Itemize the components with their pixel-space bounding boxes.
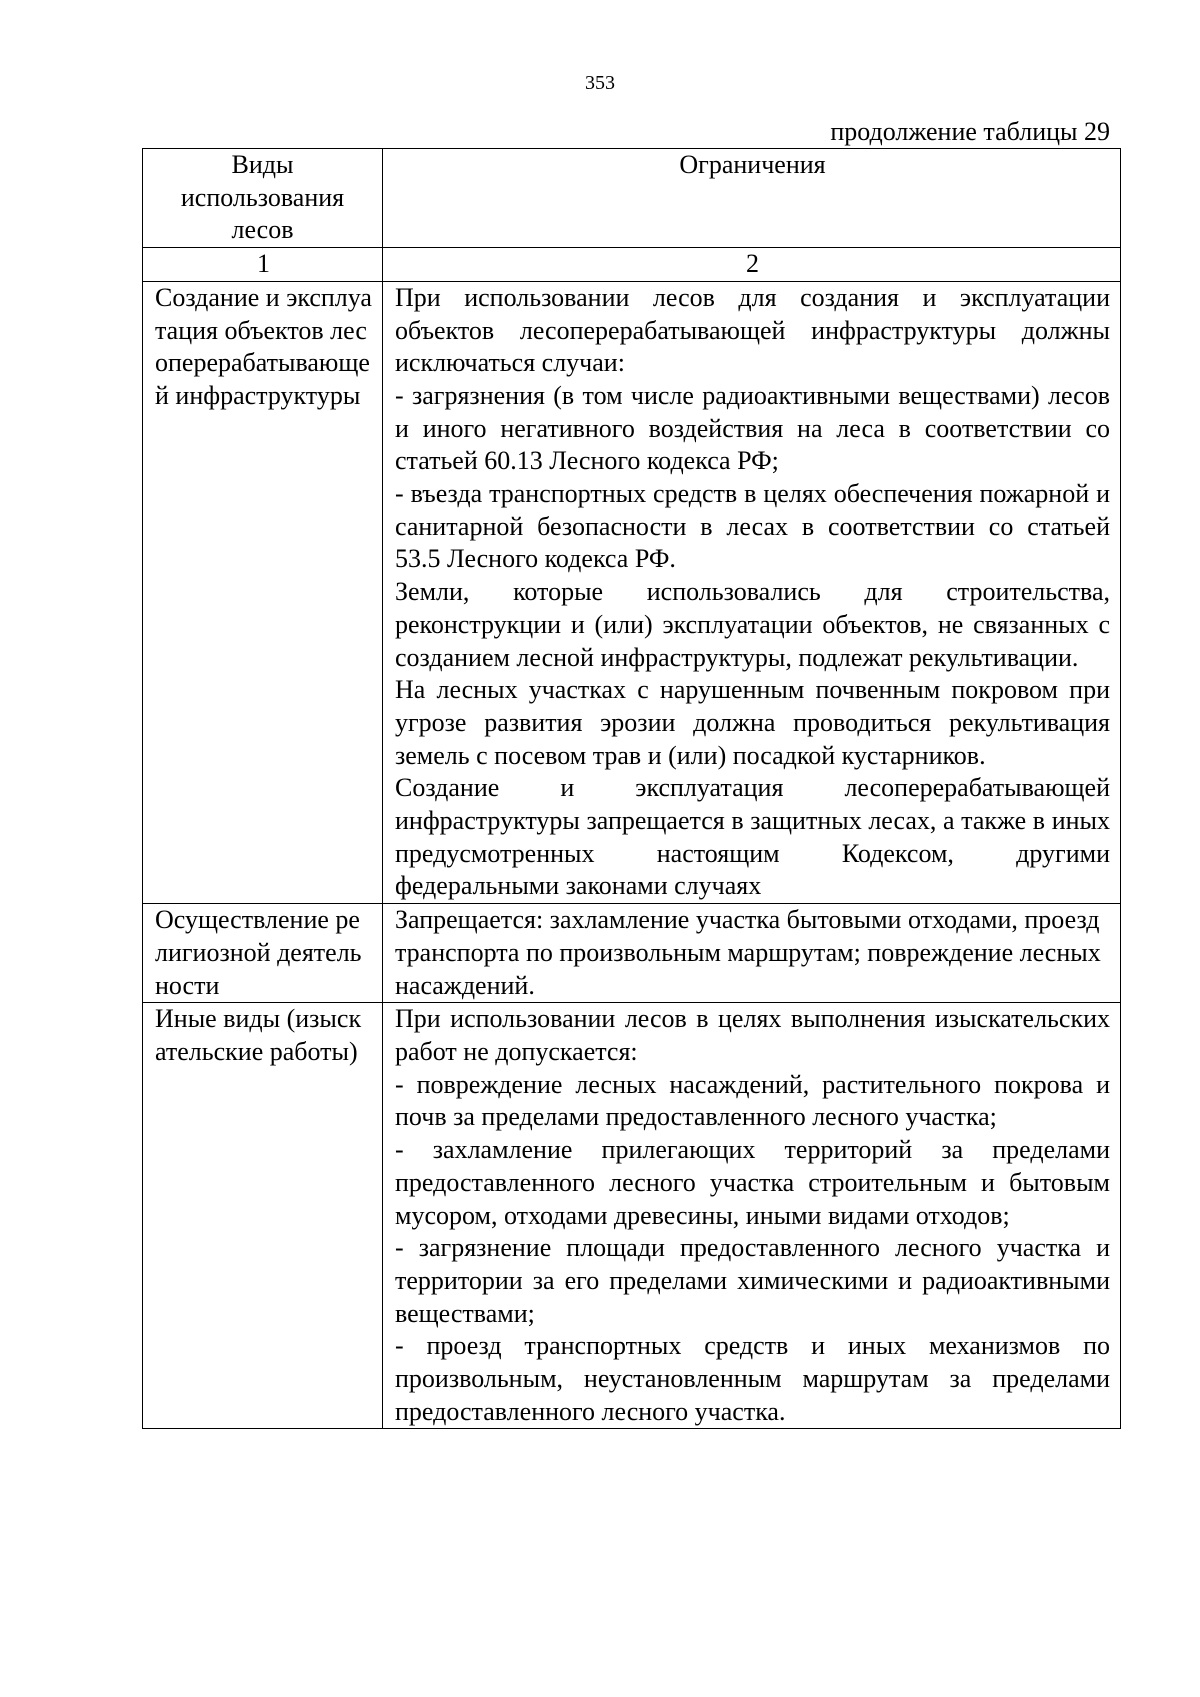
- restriction-paragraph: При использовании лесов для создания и эксплуатации объектов лесоперерабатывающей инфраструктуры должны исключаться случаи:: [395, 282, 1110, 378]
- header-restrictions: Ограничения: [383, 149, 1121, 248]
- restrictions-cell: [383, 904, 1121, 1003]
- restrictions-table: [142, 148, 1121, 1429]
- usage-type-cell: Осуществление религиозной деятельности: [143, 904, 383, 1003]
- restriction-paragraph: На лесных участках с нарушенным почвенным покровом при угрозе развития эрозии должна проводиться рекультивация земель с посевом трав и (или) посадкой кустарников.: [395, 675, 1110, 770]
- restrictions-cell: [383, 281, 1121, 903]
- restriction-paragraph: Запрещается: захламление участка бытовыми отходами, проезд транспорта по произвольным маршрутам; повреждение лесных насаждений.: [395, 905, 1101, 1000]
- page-number: 353: [585, 72, 615, 94]
- usage-type-cell: Иные виды (изыскательские работы): [143, 1003, 383, 1429]
- restriction-paragraph: При использовании лесов в целях выполнения изыскательских работ не допускается:: [395, 1004, 1110, 1066]
- restriction-paragraph: - повреждение лесных насаждений, растительного покрова и почв за пределами предоставленного лесного участка;: [395, 1069, 1110, 1132]
- table-row: [143, 281, 1121, 903]
- column-number-2: 2: [383, 248, 1121, 282]
- restriction-paragraph: Земли, которые использовались для строительства, реконструкции и (или) эксплуатации объектов, не связанных с созданием лесной инфраструктуры, подлежат рекультивации.: [395, 577, 1110, 672]
- table-caption: продолжение таблицы 29: [830, 117, 1110, 146]
- restriction-paragraph: - загрязнение площади предоставленного лесного участка и территории за его пределами химическими и радиоактивными веществами;: [395, 1233, 1110, 1328]
- table-row: [143, 1003, 1121, 1429]
- restrictions-cell: [383, 1003, 1121, 1429]
- restriction-paragraph: Создание и эксплуатация лесоперерабатывающей инфраструктуры запрещается в защитных лесах, а также в иных предусмотренных настоящим Кодексом, другими федеральными законами случаях: [395, 773, 1110, 901]
- usage-type-cell: Создание и эксплуатация объектов лесоперерабатывающей инфраструктуры: [143, 281, 383, 903]
- column-number-1: 1: [143, 248, 383, 282]
- column-numbering-row: [143, 248, 1121, 282]
- header-usage-types: Виды использования лесов: [143, 149, 383, 248]
- table-header-row: [143, 149, 1121, 248]
- table-row: [143, 904, 1121, 1003]
- restriction-paragraph: - загрязнения (в том числе радиоактивными веществами) лесов и иного негативного воздействия на леса в соответствии со статьей 60.13 Лесного кодекса РФ;: [395, 380, 1110, 476]
- restriction-paragraph: - захламление прилегающих территорий за пределами предоставленного лесного участка строительным и бытовым мусором, отходами древесины, иными видами отходов;: [395, 1135, 1110, 1230]
- restriction-paragraph: - въезда транспортных средств в целях обеспечения пожарной и санитарной безопасности в лесах в соответствии со статьей 53.5 Лесного кодекса РФ.: [395, 479, 1110, 574]
- restriction-paragraph: - проезд транспортных средств и иных механизмов по произвольным, неустановленным маршрутам за пределами предоставленного лесного участка.: [395, 1331, 1110, 1426]
